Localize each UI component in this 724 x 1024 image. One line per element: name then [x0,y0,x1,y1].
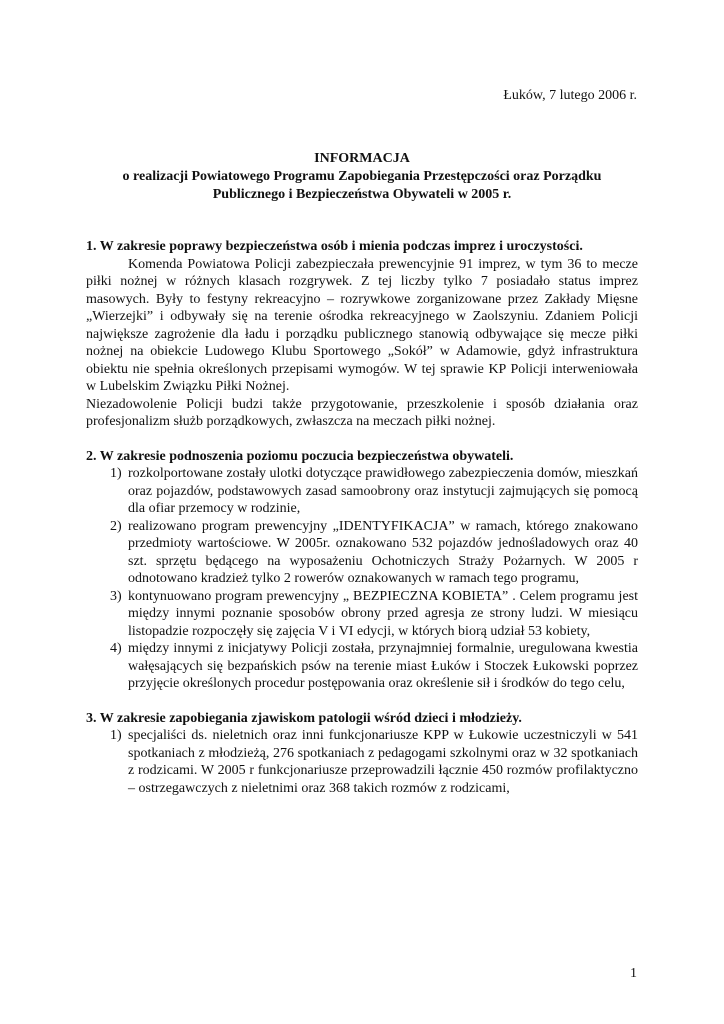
section-1 [86,238,638,431]
section-2-title: 2. W zakresie podnoszenia poziomu poczucia bezpieczeństwa obywateli. [86,448,514,464]
list-item-number: 1) [110,728,122,743]
section-1-paragraph-2: Niezadowolenie Policji budzi także przygotowanie, przeszkolenie i sposób działania oraz profesjonalizm służb porządkowych, zwłaszcza na meczach piłki nożnej. [86,396,638,429]
list-item-number: 1) [110,466,122,481]
section-1-title: 1. W zakresie poprawy bezpieczeństwa osób i mienia podczas imprez i uroczystości. [86,239,583,254]
list-item-text: kontynuowano program prewencyjny „ BEZPIECZNA KOBIETA” . Celem programu jest między innymi poznanie sposobów obrony przed agresja ze strony ludzi. W miesiącu listopadzie rozpoczęły się zajęcia V i VI edycji, w których biorą udział 53 kobiety, [128,588,638,639]
section-3-list [86,727,638,797]
list-item [86,588,638,641]
list-item [86,518,638,588]
page-number: 1 [630,966,637,981]
list-item [86,640,638,693]
list-item [86,727,638,797]
spacer [86,693,638,710]
title-line-1: o realizacji Powiatowego Programu Zapobiegania Przestępczości oraz Porządku [122,169,602,184]
document-title [86,150,638,204]
section-3-title: 3. W zakresie zapobiegania zjawiskom patologii wśród dzieci i młodzieży. [86,710,522,726]
section-2 [86,448,638,693]
list-item-text: między innymi z inicjatywy Policji została, przynajmniej formalnie, uregulowana kwestia wałęsających się bezpańskich psów na terenie miast Łuków i Stoczek Łukowski poprzez przyjęcie określonych procedur postępowania oraz określenie sił i środków do tego celu, [128,641,638,691]
list-item [86,465,638,518]
title-line-2: Publicznego i Bezpieczeństwa Obywateli w 2005 r. [212,187,512,202]
list-item-text: rozkolportowane zostały ulotki dotyczące prawidłowego zabezpieczenia domów, mieszkań oraz pojazdów, podstawowych zasad samoobrony oraz instytucji zajmujących się pomocą dla ofiar przemocy w rodzinie, [128,466,638,516]
document-date: Łuków, 7 lutego 2006 r. [503,88,637,103]
section-2-list [86,465,638,693]
spacer [86,431,638,448]
list-item-number: 2) [110,518,122,534]
title-heading: INFORMACJA [314,151,410,166]
document-body [86,238,638,797]
list-item-number: 3) [110,588,122,604]
list-item-text: specjaliści ds. nieletnich oraz inni funkcjonariusze KPP w Łukowie uczestniczyli w 541 spotkaniach z młodzieżą, 276 spotkaniach z pedagogami szkolnymi oraz w 32 spotkaniach z rodzicami. W 2005 r funkcjonariusze przeprowadzili łącznie 450 rozmów profilaktyczno – ostrzegawczych z nieletnimi oraz 368 takich rozmów z rodzicami, [128,728,638,796]
section-3 [86,710,638,798]
list-item-text: realizowano program prewencyjny „IDENTYFIKACJA” w ramach, którego znakowano przedmioty wartościowe. W 2005r. oznakowano 532 pojazdów jednośladowych oraz 40 szt. sprzętu będącego na wyposażeniu Ochotniczych Straży Pożarnych. W 2005 r odnotowano kradzież tylko 2 rowerów oznakowanych w ramach tego programu, [128,518,638,586]
section-1-paragraph-1: Komenda Powiatowa Policji zabezpieczała prewencyjnie 91 imprez, w tym 36 to mecze piłki nożnej w różnych klasach rozgrywek. Z tej liczby tylko 7 posiadało status imprez masowych. Były to festyny rekreacyjno – rozrywkowe zorganizowane przez Zakłady Mięsne „Wierzejki” i odbywały się na terenie ośrodka rekreacyjnego w Zaolszyniu. Zdaniem Policji największe zagrożenie dla ładu i porządku publicznego stanowią odbywające się mecze piłki nożnej na obiekcie Ludowego Klubu Sportowego „Sokół” w Adamowie, gdyż infrastruktura obiektu nie spełnia określonych przepisami wymogów. W tej sprawie KP Policji interweniowała w Lubelskim Związku Piłki Nożnej. [86,256,638,394]
list-item-number: 4) [110,641,122,656]
